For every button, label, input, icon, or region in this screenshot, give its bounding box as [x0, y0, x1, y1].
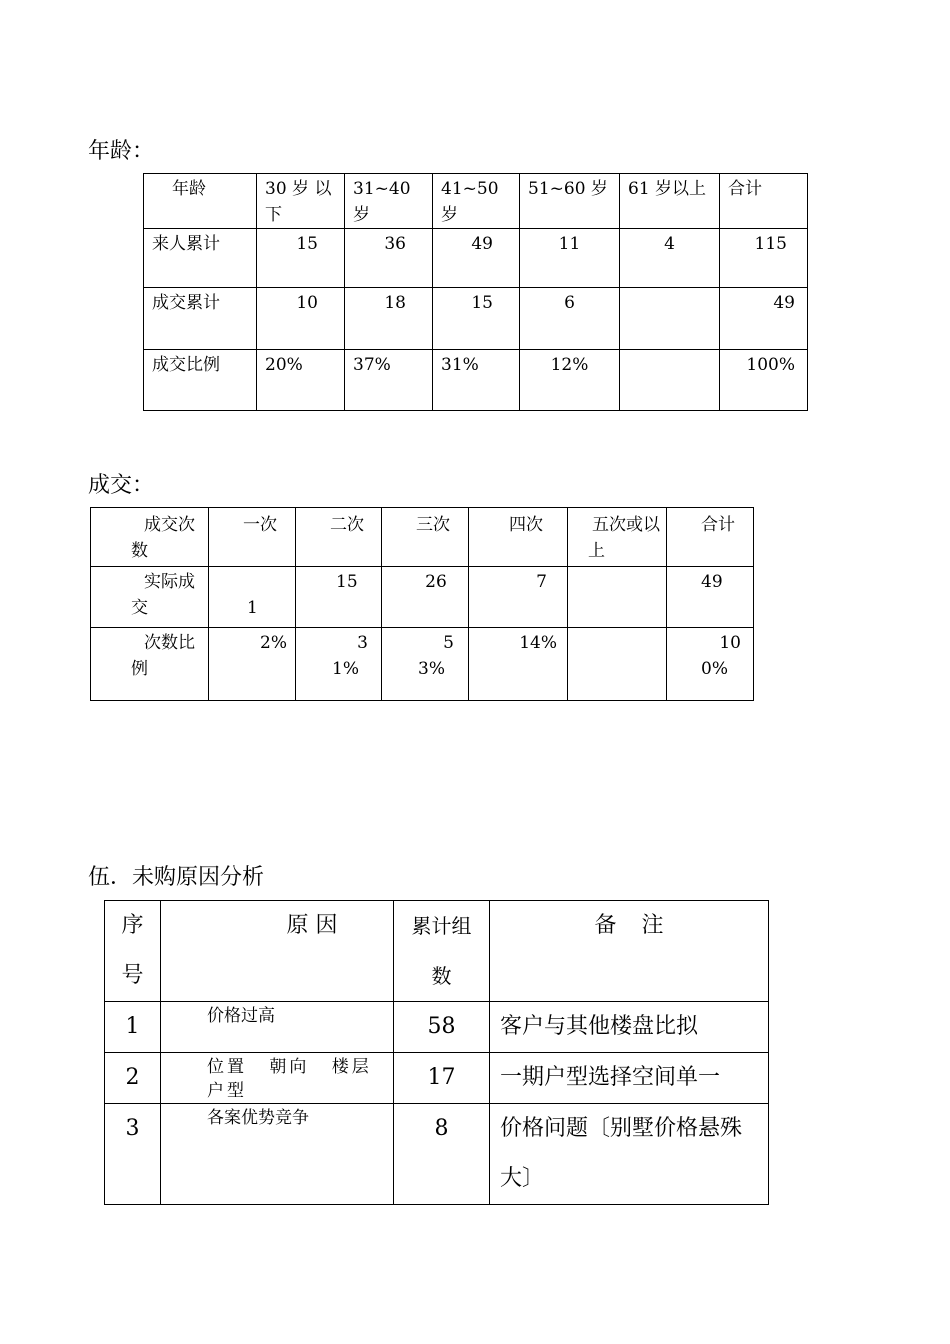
table-cell: 49: [720, 288, 808, 350]
age-header-cell: 41~50岁: [433, 174, 520, 229]
row-count: 8: [394, 1104, 490, 1205]
deal-header-cell: 五次或以上: [568, 508, 667, 567]
table-cell: 36: [345, 229, 433, 288]
table-cell: 115: [720, 229, 808, 288]
table-row: [91, 567, 754, 628]
row-label: 来人累计: [144, 229, 257, 288]
deal-section-heading: 成交：: [88, 473, 155, 498]
table-cell: 100%: [720, 350, 808, 411]
table-cell: 2%: [209, 628, 296, 701]
table-row: [105, 1002, 769, 1053]
deal-header-cell: 成交次数: [91, 508, 209, 567]
row-label: 成交累计: [144, 288, 257, 350]
age-header-cell: 31~40岁: [345, 174, 433, 229]
header-note: 备 注: [490, 901, 769, 1002]
deal-table: [90, 507, 754, 701]
table-cell: 26: [382, 567, 469, 628]
row-count: 17: [394, 1053, 490, 1104]
row-label: 成交比例: [144, 350, 257, 411]
table-row: [144, 350, 808, 411]
row-note: 价格问题〔别墅价格悬殊大〕: [490, 1104, 769, 1205]
deal-header-cell: 二次: [296, 508, 382, 567]
table-cell: 14%: [469, 628, 568, 701]
table-row: [105, 1053, 769, 1104]
table-cell: 49: [433, 229, 520, 288]
row-reason: 位置 朝向 楼层户型: [161, 1053, 394, 1104]
deal-header-cell: 三次: [382, 508, 469, 567]
table-row: [105, 1104, 769, 1205]
table-cell: [620, 350, 720, 411]
table-row: [144, 229, 808, 288]
table-cell: 15: [433, 288, 520, 350]
table-cell: [568, 567, 667, 628]
table-cell: 18: [345, 288, 433, 350]
row-no: 3: [105, 1104, 161, 1205]
header-no: 序号: [105, 901, 161, 1002]
reasons-section-heading: 伍．未购原因分析: [88, 865, 265, 890]
table-cell: 31%: [296, 628, 382, 701]
row-label: 实际成交: [91, 567, 209, 628]
reasons-header-row: [105, 901, 769, 1002]
table-cell: 49: [667, 567, 754, 628]
table-cell: 11: [520, 229, 620, 288]
deal-header-cell: 四次: [469, 508, 568, 567]
table-cell: 31%: [433, 350, 520, 411]
table-cell: 15: [257, 229, 345, 288]
table-cell: 100%: [667, 628, 754, 701]
age-table: [143, 173, 808, 411]
table-cell: 12%: [520, 350, 620, 411]
table-cell: [620, 288, 720, 350]
row-note: 一期户型选择空间单一: [490, 1053, 769, 1104]
row-label: 次数比例: [91, 628, 209, 701]
table-cell: 6: [520, 288, 620, 350]
header-count: 累计组数: [394, 901, 490, 1002]
table-cell: 10: [257, 288, 345, 350]
age-header-cell: 61 岁以上: [620, 174, 720, 229]
table-cell: 20%: [257, 350, 345, 411]
deal-header-row: [91, 508, 754, 567]
row-reason: 各案优势竞争: [161, 1104, 394, 1205]
table-cell: [568, 628, 667, 701]
reasons-table: [104, 900, 769, 1205]
age-header-row: [144, 174, 808, 229]
age-header-cell: 51~60 岁: [520, 174, 620, 229]
table-cell: 15: [296, 567, 382, 628]
row-count: 58: [394, 1002, 490, 1053]
deal-header-cell: 合计: [667, 508, 754, 567]
deal-header-cell: 一次: [209, 508, 296, 567]
row-reason: 价格过高: [161, 1002, 394, 1053]
table-cell: 7: [469, 567, 568, 628]
row-note: 客户与其他楼盘比拟: [490, 1002, 769, 1053]
age-section-heading: 年龄：: [88, 139, 155, 164]
row-no: 1: [105, 1002, 161, 1053]
table-cell: 4: [620, 229, 720, 288]
table-cell: 37%: [345, 350, 433, 411]
table-cell: 1: [209, 567, 296, 628]
table-cell: 53%: [382, 628, 469, 701]
row-no: 2: [105, 1053, 161, 1104]
table-row: [91, 628, 754, 701]
age-header-cell: 30 岁 以下: [257, 174, 345, 229]
table-row: [144, 288, 808, 350]
age-header-cell: 合计: [720, 174, 808, 229]
header-reason: 原 因: [161, 901, 394, 1002]
age-header-cell: 年龄: [144, 174, 257, 229]
